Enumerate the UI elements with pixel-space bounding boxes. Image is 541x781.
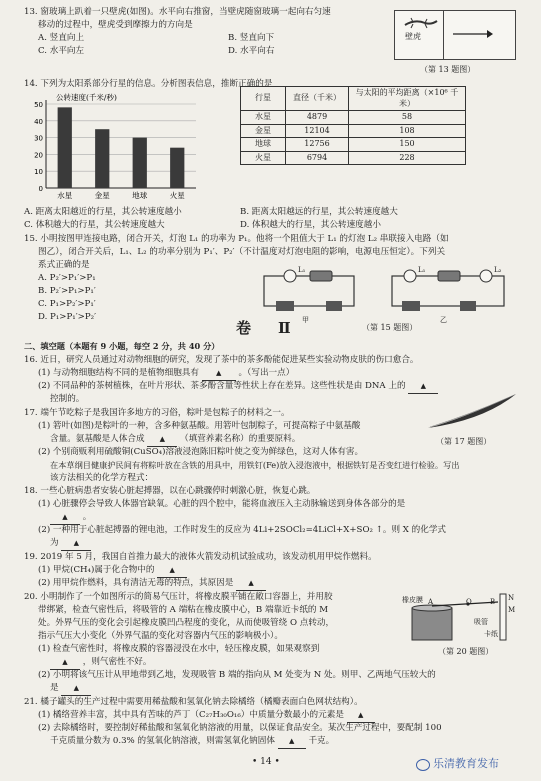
blank-triangle-icon: ▲ (289, 737, 295, 745)
blank-triangle-icon: ▲ (73, 539, 80, 547)
q16-line2 (38, 367, 294, 381)
q20-blank-2[interactable] (61, 682, 91, 696)
blank-triangle-icon: ▲ (248, 579, 254, 587)
q19-line3 (38, 577, 266, 591)
label-l1-jia: L₁ (298, 266, 306, 274)
watermark-text: 乐清教育发布 (433, 757, 499, 770)
orbital-speed-bar-chart (26, 92, 206, 202)
table-header-cell: 与太阳的平均距离（×10⁶ 千米） (349, 87, 466, 111)
q16-part1-hint: 。（写出一点） (238, 368, 295, 378)
q21-blank-2[interactable] (278, 735, 306, 749)
q17-part1-hint: （填营养素名称）的重要原料。 (180, 434, 301, 444)
blank-triangle-icon: ▲ (73, 684, 80, 692)
label-n: N (508, 594, 515, 602)
q19-part2-text: (2) 用甲烷作燃料，具有清洁无毒的特点，其原因是 (38, 578, 234, 588)
q13-stem-line1: 13. 窗玻璃上趴着一只壁虎(如图)。水平向右推窗，当壁虎随窗玻璃一起向右匀速 (24, 7, 331, 17)
table-cell: 地球 (241, 138, 286, 152)
table-cell: 58 (349, 111, 466, 125)
q21-line2 (38, 709, 375, 723)
bar (170, 148, 184, 188)
q19-line2 (38, 564, 187, 578)
q17-line2: (1) 箬叶(如图)是粽叶的一种，含多种氨基酸。用箬叶包制粽子，可提高粽子中氨基酸 (38, 421, 361, 431)
table-row (241, 138, 466, 152)
blank-triangle-icon: ▲ (62, 658, 68, 666)
bar (95, 129, 109, 188)
q13-caption: （第 13 题图） (420, 65, 476, 74)
q15-stem-line3: 系式正确的是 (38, 260, 90, 270)
x-tick-label: 火星 (169, 191, 185, 200)
table-cell: 12104 (286, 124, 349, 138)
q18-line1: 18. 一些心脏病患者安装心脏起搏器，以在心跳骤停时刺激心脏，恢复心跳。 (24, 486, 316, 496)
q14-option-c: C. 体积越大的行星，其公转速度越大 (24, 220, 165, 230)
blank-triangle-icon: ▲ (62, 513, 68, 521)
q17-line5: 在本草纲目健康护民间有将粽叶放在含铁的用具中，用铁钉(Fe)放入浸泡液中，根据铁钉是否变红进行检验。写出 (50, 460, 460, 470)
q20-line6 (50, 656, 152, 670)
blank-triangle-icon: ▲ (169, 566, 175, 574)
label-l2-yi: L₂ (494, 266, 502, 274)
q17-line6: 该方法相关的化学方程式： (50, 473, 154, 483)
table-cell: 150 (349, 138, 466, 152)
blank-triangle-icon: ▲ (216, 369, 222, 377)
q20-line4: 指示气压大小变化（外界气温的变化对容器内气压的影响极小）。 (38, 631, 283, 641)
q19-line1: 19. 2019 年 5 月，我国自首推力最大的液体火箭发动机试验成功，该发动机用甲烷作燃料。 (24, 552, 377, 562)
q18-blank-2[interactable] (61, 537, 91, 551)
q18-line3 (50, 511, 91, 525)
q19-blank-1[interactable] (157, 564, 187, 578)
q17-blank-1[interactable] (147, 433, 177, 447)
q13-stem-line2: 移动的过程中，壁虎受到摩擦力的方向是 (38, 20, 193, 30)
y-tick-label: 0 (38, 185, 43, 193)
q14-option-a: A. 距离太阳越近的行星，其公转速度越小 (24, 207, 182, 217)
bar (58, 107, 72, 188)
q18-blank-1[interactable] (50, 511, 80, 525)
q18-line4: (2) 一种用于心脏起搏器的锂电池，工作时发生的反应为 4Li+2SOCl₂=4LiCl+X+SO₂ ↑。则 X 的化学式 (38, 525, 447, 535)
label-b: B (490, 598, 496, 606)
q15-stem-line1: 15. 小明按图甲连接电路，闭合开关，灯泡 L₁ 的功率为 P₁。他将一个阻值大于 L₁ 的灯泡 L₂ 串联接入电路（如 (24, 234, 449, 244)
q13-option-c: C. 水平向左 (38, 46, 85, 56)
table-cell: 水星 (241, 111, 286, 125)
table-cell: 4879 (286, 111, 349, 125)
table-cell: 火星 (241, 151, 286, 165)
section-title: 卷 Ⅱ (236, 319, 297, 337)
label-straw: 吸管 (474, 618, 488, 626)
x-tick-label: 金星 (94, 191, 110, 200)
table-cell: 228 (349, 151, 466, 165)
table-cell: 108 (349, 124, 466, 138)
q13-option-b: B. 竖直向下 (228, 33, 275, 43)
q18-line5-text: 为 (50, 538, 59, 548)
q21-line1: 21. 橘子罐头的生产过程中需要用稀盐酸和氢氧化钠去除橘络（橘瓣表面白色网状结构）。 (24, 697, 363, 707)
label-m: M (508, 606, 516, 614)
q13-option-a: A. 竖直向上 (38, 33, 85, 43)
q21-part2-text: 千克质量分数为 0.3% 的氢氧化钠溶液，则需氢氧化钠固体 (50, 736, 275, 746)
q17-line1: 17. 端午节吃粽子是我国许多地方的习俗，粽叶是包粽子的材料之一。 (24, 408, 290, 418)
y-tick-label: 40 (34, 117, 43, 126)
page-number: • 14 • (252, 757, 280, 767)
q17-caption: （第 17 题图） (436, 437, 492, 446)
q16-line4: 控制的。 (50, 394, 85, 404)
q13-option-d: D. 水平向右 (228, 46, 275, 56)
q21-line4 (50, 735, 334, 749)
q21-part1-text: (1) 橘络营养丰富，其中具有苦味的芦丁（C₂₇H₃₀O₁₆）中质量分数最小的元素是 (38, 710, 344, 720)
label-card: 卡纸 (484, 630, 498, 638)
q16-blank-1[interactable] (202, 367, 236, 381)
q20-line2: 带绑紧，检查气密性后，将吸管的 A 端粘在橡皮膜中心，B 端靠近卡纸的 M (38, 605, 329, 615)
label-yi: 乙 (440, 316, 447, 324)
q17-line4: (2) 个别商贩利用硫酸铜(CuSO₄)溶液浸泡陈旧粽叶使之变为鲜绿色，这对人体有害。 (38, 447, 364, 457)
gecko-icon (401, 15, 441, 31)
label-o: O (466, 598, 472, 606)
y-tick-label: 10 (34, 168, 43, 177)
gecko-label: 壁虎 (405, 32, 421, 41)
q17-part1-text: 含量。氨基酸是人体合成 (50, 434, 145, 444)
q20-line1: 20. 小明制作了一个如图所示的简易气压计，将橡皮膜平铺在敞口容器上，并用胶 (24, 592, 333, 602)
blank-triangle-icon: ▲ (159, 435, 165, 443)
q20-line5: (1) 检查气密性时，将橡皮膜的容器浸没在水中，轻压橡皮膜，如果观察到 (38, 644, 320, 654)
y-tick-label: 30 (34, 134, 43, 143)
q20-blank-1[interactable] (50, 656, 80, 670)
q19-blank-2[interactable] (236, 577, 266, 591)
y-axis-label: 公转速度(千米/秒) (56, 93, 117, 102)
x-tick-label: 水星 (57, 191, 73, 200)
table-row (241, 151, 466, 165)
q20-line7: (2) 小明将该气压计从甲地带到乙地，发现吸管 B 端的指向从 M 处变为 N 处。则甲、乙两地气压较大的 (38, 670, 436, 680)
section-heading: 二、填空题（本题有 9 小题，每空 2 分，共 40 分） (24, 341, 220, 351)
q20-caption: （第 20 题图） (438, 647, 494, 656)
q18-line5 (50, 537, 91, 551)
q16-part1-text: (1) 与动物细胞结构不同的是植物细胞具有 (38, 368, 199, 378)
q13-figure (394, 10, 516, 60)
q18-line3-end: 。 (82, 512, 92, 522)
label-rubber-membrane: 橡皮膜 (402, 596, 423, 604)
q16-line3 (38, 380, 438, 394)
table-row (241, 111, 466, 125)
table-cell: 12756 (286, 138, 349, 152)
circuit-yi (392, 270, 504, 311)
wechat-icon (416, 759, 430, 771)
q15-option-a: A. P₂′>P₁′>P₁ (38, 273, 96, 283)
q14-stem: 14. 下列为太阳系部分行星的信息。分析图表信息，推断正确的是 (24, 79, 273, 89)
q19-part1-text: (1) 甲烷(CH₄)属于化合物中的 (38, 565, 155, 575)
q15-option-d: D. P₁>P₁′>P₂′ (38, 312, 97, 322)
label-a: A (428, 598, 434, 606)
q16-line1: 16. 近日，研究人员通过对动物细胞的研究，发现了茶中的茶多酚能促进某些实验动物皮肤的伤口愈合。 (24, 355, 419, 365)
q18-line2: (1) 心脏骤停会导致人体器官缺氧。心脏的四个腔中，能将血液压入主动脉输送到身体各部分的是 (38, 499, 406, 509)
table-row (241, 124, 466, 138)
table-header-cell: 行星 (241, 87, 286, 111)
q15-caption: （第 15 题图） (362, 323, 418, 332)
table-cell: 6794 (286, 151, 349, 165)
q14-option-b: B. 距离太阳越远的行星，其公转速度越大 (240, 207, 398, 217)
y-tick-label: 50 (34, 101, 43, 109)
q15-option-c: C. P₁>P₂′>P₁′ (38, 299, 96, 309)
watermark (416, 758, 499, 772)
label-l1-yi: L₁ (418, 266, 426, 274)
q15-stem-line2: 图乙），闭合开关后，L₁、L₂ 的功率分别为 P₁′、P₂′（不计温度对灯泡电阻的影响，电源电压恒定）。下列关 (38, 247, 446, 257)
window-divider (443, 11, 444, 59)
q17-line3 (50, 433, 300, 447)
q16-part2-text: (2) 不同品种的茶树植株，在叶片形状、茶多酚含量等性状上存在差异。这些性状是由 DNA 上的 (38, 381, 406, 391)
q20-line6-end: ，则气密性不好。 (82, 657, 152, 667)
bamboo-leaf-icon (424, 392, 520, 432)
q21-part2-unit: 千克。 (308, 736, 335, 746)
q21-blank-1[interactable] (347, 709, 375, 723)
planet-info-table (240, 86, 466, 165)
table-header-row (241, 87, 466, 111)
q15-option-b: B. P₂′>P₁>P₁′ (38, 286, 96, 296)
q20-line8-text: 是 (50, 683, 59, 693)
blank-triangle-icon: ▲ (357, 711, 364, 719)
circuit-jia (264, 270, 354, 311)
q20-line3: 处。外界气压的变化会引起橡皮膜凹凸程度的变化，从而使吸管绕 O 点转动， (38, 618, 335, 628)
q21-line3: (2) 去除橘络时，要控制好稀盐酸和氢氧化钠溶液的用量，以保证食品安全。某次生产过程中，要配制 100 (38, 723, 442, 733)
table-header-cell: 直径（千米） (286, 87, 349, 111)
label-jia: 甲 (302, 316, 309, 324)
q15-circuit-figure (250, 262, 520, 324)
q20-line8 (50, 682, 91, 696)
table-cell: 金星 (241, 124, 286, 138)
x-tick-label: 地球 (132, 191, 148, 200)
q14-option-d: D. 体积越大的行星，其公转速度越小 (240, 220, 381, 230)
blank-triangle-icon: ▲ (420, 382, 426, 390)
bar (133, 138, 147, 188)
push-arrow-icon (453, 29, 493, 39)
y-tick-label: 20 (34, 151, 43, 160)
